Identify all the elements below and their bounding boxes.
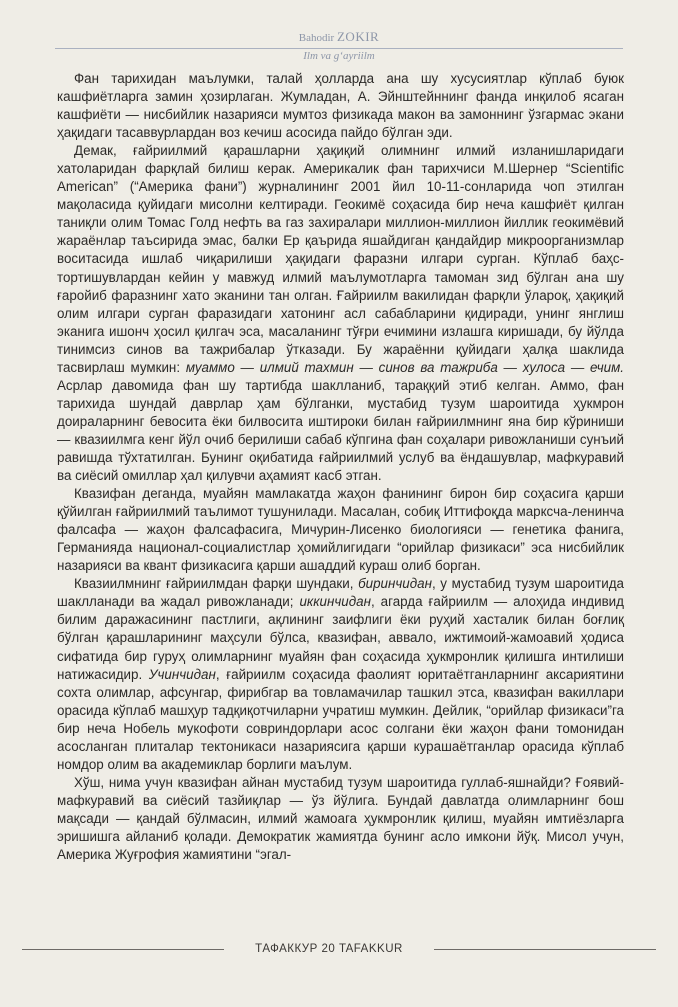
text-run: Квазифан деганда, муайян мамлакатда жаҳон фанининг бирон бир соҳасига қарши қўйилган ғайриилмий таълимот тушунилади. Масалан, собиқ Иттифоқда маркcча-ленинча фалсафа — жаҳон фалсафасига, Мичурин-Лисенко биологияси — генетика фанига, Германияда национал-социалистлар ҳомийлигидаги “орийлар физикаси” эса нисбийлик назарияси ва квант физикасига қарши ашаддий кураш олиб борган. bbox=[57, 486, 624, 574]
text-run: , у мустабид тузум шароитида шаклланади ва жадал ривожланади; bbox=[57, 576, 624, 610]
text-run: , ғайриилм соҳасида фаолият юритаётганларнинг аксариятини сохта олимлар, афсунгар, фирибгар ва товламачилар ташкил этса, квазифан вакиллари орасида кўплаб машҳур тадқиқотчиларни учратиш мумкин. Дейлик, “орийлар физикаси”га бир неча Нобель мукофоти совриндорлари асос солгани ёки жаҳон фани томонидан асосланган плиталар тектоникаси назариясига қарши курашаётганлар орасида кўплаб номдор олим ва академиклар борлиги маълум. bbox=[57, 666, 624, 772]
author-last-name: ZOKIR bbox=[336, 29, 380, 44]
article-body bbox=[57, 70, 624, 864]
text-run: Асрлар давомида фан шу тартибда шаклланиб, тараққий этиб келган. Аммо, фан тарихида шундай даврлар ҳам бўлганки, мустабид тузум шароитида ҳукмрон доираларнинг бевосита ёки билвосита иштироки билан ғайриилмнинг яна бир кўриниши — квазиилмга кенг йўл очиб берилиши сабаб кўпгина фан соҳалари ривожланиши сунъий равишда тўхтатилган. Бунинг оқибатида ғайриилмий услуб ва ёндашувлар, мафкуравий ва сиёсий омиллар ҳал қилувчи аҳамият касб этган. bbox=[57, 377, 624, 484]
italic-run: Учинчидан bbox=[148, 666, 216, 682]
text-run: Демак, ғайриилмий қарашларни ҳақиқий олимнинг илмий изланишларидаги хатоларидан фарқлай билиш керак. Америкалик фан тарихчиси М.Шернер “Scientific American” (“Америка фани”) журналининг 2001 йил 10-11-сонларида чоп этилган мақоласида қуйидаги мисолни келтиради. Геокимё соҳасида бир неча кашфиёт қилган таниқли олим Томас Голд нефть ва газ захиралари миллион-миллион йиллик геокимёвий жараёнлар таъсирида эмас, балки Ер қаърида яшайдиган қандайдир микроорганизмлар воситасида ишлаб чиқарилиши ҳақидаги фаразни илгари сурган. Кўплаб баҳс-тортишувлардан кейин у мавжуд илмий маълумотларга тамоман зид бўлган ана шу ғаройиб фаразнинг хато эканини тан олган. Ғайриилм вакилидан фарқли ўлароқ, ҳақиқий олим илгари сурган фаразидаги хатонинг асл сабабларини қидиради, унинг янглиш эканига ишонч ҳосил қилгач эса, масаланинг тўғри ечимини излашга киришади, бу йўлда тинимсиз синов ва тажрибалар ўтказади. Бу жараённи қуйидаги ҳалқа шаклида тасвирлаш мумкин: bbox=[57, 143, 624, 375]
text-run: , агарда ғайриилм — алоҳида индивид билим даражасининг пастлиги, ақлининг заифлиги ёки руҳий хасталик билан боғлиқ бўлган қарашларининг маҳсули бўлса, квазифан, аввало, ижтимоий-жамоавий ҳодиса сифатида бир гуруҳ олимларнинг муайян фан соҳасида ҳукмронлик қилишга интилиши натижасидир. bbox=[57, 594, 624, 682]
text-run: Хўш, нима учун квазифан айнан мустабид тузум шароитида гуллаб-яшнайди? Ғоявий-мафкуравий ва сиёсий тазйиқлар — ўз йўлига. Бундай давлатда олимларнинг бош мақсади — қандай бўлмасин, илмий жамоага ҳукмронлик қилиш, муайян имтиёзларга эришишга айланиб қолади. Демократик жамиятда бунинг асло имкони йўқ. Мисол учун, Америка Жуғрофия жамиятини “эгал- bbox=[57, 774, 624, 863]
body-paragraph bbox=[57, 142, 624, 485]
italic-run: муаммо — илмий тахмин — синов ва тажриба — хулоса — ечим. bbox=[185, 359, 624, 375]
body-paragraph bbox=[57, 70, 624, 142]
article-subtitle: Ilm va g‘ayriilm bbox=[303, 50, 375, 62]
body-paragraph bbox=[57, 575, 624, 774]
italic-run: иккинчидан bbox=[299, 594, 371, 610]
body-paragraph bbox=[57, 774, 624, 864]
footer-rule-right bbox=[434, 949, 656, 950]
italic-run: биринчидан bbox=[358, 576, 432, 592]
footer-rule-left bbox=[22, 949, 224, 950]
body-paragraph bbox=[57, 485, 624, 575]
page-folio: ТАФАККУР 20 TAFAKKUR bbox=[255, 943, 403, 955]
text-run: Квазиилмнинг ғайриилмдан фарқи шундаки, bbox=[74, 576, 359, 592]
author-name bbox=[0, 30, 678, 45]
running-header bbox=[0, 29, 678, 62]
author-first-name: Bahodir bbox=[298, 32, 335, 44]
text-run: Фан тарихидан маълумки, талай ҳолларда ана шу хусусиятлар кўплаб буюк кашфиётларга замин ҳозирлаган. Жумладан, А. Эйнштейннинг фанда инқилоб ясаган кашфиёти — нисбийлик назарияси мумтоз физикада макон ва замоннинг ўзгармас экани ҳақидаги тасаввурлардан воз кечиш асосида пайдо бўлган эди. bbox=[57, 71, 624, 141]
